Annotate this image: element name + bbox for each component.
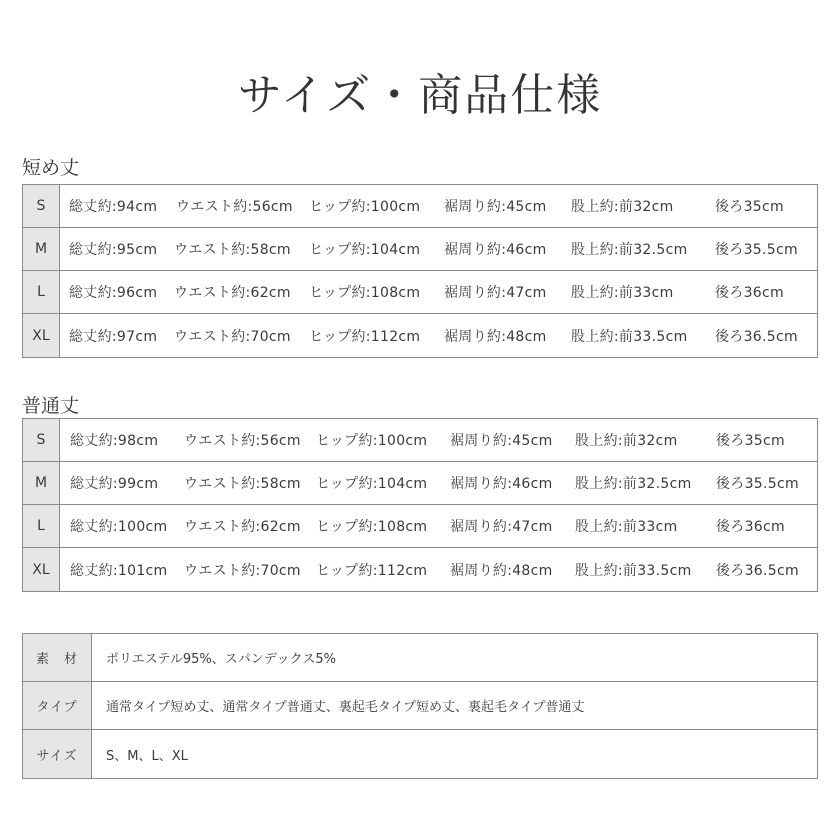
size-cell: S — [23, 185, 60, 227]
total-length: 総丈約:101cm — [70, 562, 168, 579]
measurements-cell — [60, 185, 817, 227]
total-length: 総丈約:99cm — [70, 476, 159, 492]
spec-value: 通常タイプ短め丈、通常タイプ普通丈、裏起毛タイプ短め丈、裏起毛タイプ普通丈 — [106, 700, 585, 715]
back-rise: 後ろ36cm — [716, 519, 785, 535]
size-table-regular — [22, 418, 818, 592]
waist: ウエスト約:70cm — [184, 562, 301, 579]
measurements-cell — [60, 314, 817, 357]
table-row — [23, 228, 817, 271]
back-rise: 後ろ35.5cm — [715, 242, 798, 258]
front-rise: 股上約:前33cm — [575, 519, 678, 535]
spec-label: 素 材 — [23, 634, 92, 681]
hem-circumference: 裾周り約:47cm — [450, 519, 553, 535]
measurements-cell — [60, 271, 817, 313]
spec-label: サイズ — [23, 730, 92, 778]
hip: ヒップ約:104cm — [316, 476, 428, 492]
total-length: 総丈約:96cm — [69, 285, 158, 301]
front-rise: 股上約:前32cm — [575, 433, 678, 449]
size-cell: L — [23, 271, 60, 313]
section-label-regular: 普通丈 — [22, 395, 80, 417]
hip: ヒップ約:108cm — [316, 519, 428, 535]
front-rise: 股上約:前33.5cm — [575, 562, 692, 579]
total-length: 総丈約:98cm — [70, 433, 159, 449]
waist: ウエスト約:58cm — [184, 476, 301, 492]
total-length: 総丈約:97cm — [69, 328, 158, 345]
size-cell: M — [23, 462, 60, 504]
back-rise: 後ろ35.5cm — [716, 476, 799, 492]
spec-row-type — [23, 682, 817, 730]
waist: ウエスト約:62cm — [174, 285, 291, 301]
measurements-cell — [60, 505, 817, 547]
hem-circumference: 裾周り約:48cm — [450, 562, 553, 579]
spec-value: S、M、L、XL — [106, 748, 188, 764]
size-cell: XL — [23, 314, 60, 357]
spec-value: ポリエステル95%、スパンデックス5% — [106, 652, 336, 667]
size-cell: S — [23, 419, 60, 461]
front-rise: 股上約:前32.5cm — [575, 476, 692, 492]
back-rise: 後ろ36cm — [715, 285, 784, 301]
size-cell: L — [23, 505, 60, 547]
hip: ヒップ約:112cm — [316, 562, 428, 579]
table-row — [23, 185, 817, 228]
hem-circumference: 裾周り約:46cm — [444, 242, 547, 258]
table-row — [23, 548, 817, 591]
size-table-short — [22, 184, 818, 358]
hip: ヒップ約:100cm — [316, 433, 428, 449]
table-row — [23, 462, 817, 505]
front-rise: 股上約:前32.5cm — [571, 242, 688, 258]
hem-circumference: 裾周り約:46cm — [450, 476, 553, 492]
hip: ヒップ約:112cm — [309, 328, 421, 345]
waist: ウエスト約:62cm — [184, 519, 301, 535]
waist: ウエスト約:56cm — [184, 433, 301, 449]
hem-circumference: 裾周り約:48cm — [444, 328, 547, 345]
hem-circumference: 裾周り約:45cm — [450, 433, 553, 449]
section-label-short: 短め丈 — [22, 157, 80, 179]
waist: ウエスト約:56cm — [176, 199, 293, 215]
measurements-cell — [60, 462, 817, 504]
back-rise: 後ろ36.5cm — [716, 562, 799, 579]
measurements-cell — [60, 419, 817, 461]
hip: ヒップ約:100cm — [309, 199, 421, 215]
size-cell: XL — [23, 548, 60, 591]
hip: ヒップ約:104cm — [309, 242, 421, 258]
table-row — [23, 505, 817, 548]
total-length: 総丈約:94cm — [69, 199, 158, 215]
waist: ウエスト約:70cm — [174, 328, 291, 345]
back-rise: 後ろ35cm — [715, 199, 784, 215]
hem-circumference: 裾周り約:45cm — [444, 199, 547, 215]
measurements-cell — [60, 548, 817, 591]
page-title: サイズ・商品仕様 — [237, 70, 603, 121]
spec-row-material — [23, 634, 817, 682]
total-length: 総丈約:100cm — [70, 519, 168, 535]
spec-row-size — [23, 730, 817, 778]
size-cell: M — [23, 228, 60, 270]
measurements-cell — [60, 228, 817, 270]
table-row — [23, 419, 817, 462]
front-rise: 股上約:前33cm — [571, 285, 674, 301]
back-rise: 後ろ36.5cm — [715, 328, 798, 345]
front-rise: 股上約:前32cm — [571, 199, 674, 215]
hip: ヒップ約:108cm — [309, 285, 421, 301]
spec-table — [22, 633, 818, 779]
table-row — [23, 314, 817, 357]
table-row — [23, 271, 817, 314]
waist: ウエスト約:58cm — [174, 242, 291, 258]
total-length: 総丈約:95cm — [69, 242, 158, 258]
hem-circumference: 裾周り約:47cm — [444, 285, 547, 301]
back-rise: 後ろ35cm — [716, 433, 785, 449]
front-rise: 股上約:前33.5cm — [571, 328, 688, 345]
spec-label: タイプ — [23, 682, 92, 729]
